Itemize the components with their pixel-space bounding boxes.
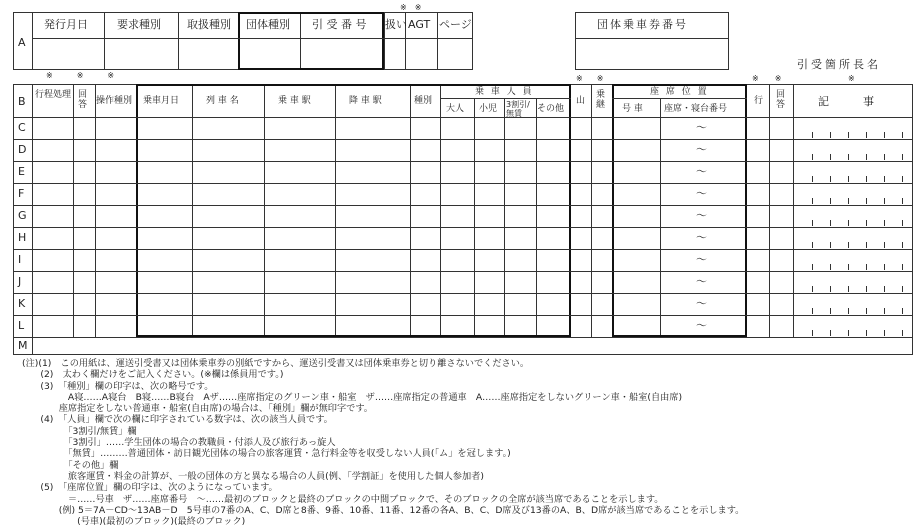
tick-mark <box>902 176 903 182</box>
col-yama: 山 <box>576 96 586 106</box>
note-line: (4) 「人員」欄で次の欄に印字されている数字は、次の該当人員です。 <box>22 414 333 426</box>
footnotes <box>22 358 922 527</box>
tick-mark <box>902 132 903 138</box>
tick-mark <box>902 220 903 226</box>
main-thick-box <box>136 84 571 337</box>
seat-tilde: ～ <box>696 319 707 332</box>
tick-mark <box>830 308 831 314</box>
header-handling: 扱い <box>385 18 407 31</box>
tick-mark <box>902 198 903 204</box>
marks-right: ※ ※ <box>752 74 786 83</box>
tick-mark <box>812 132 813 138</box>
col-board-station: 乗 車 駅 <box>278 96 311 106</box>
tick-mark <box>830 132 831 138</box>
tick-mark <box>848 220 849 226</box>
group-ticket-label: 団体乗車券番号 <box>597 18 688 31</box>
note-line: (例) 5＝7A－CD～13AB－D 5号車の7番のA、C、D席と8番、9番、10番、11番、12番の各A、B、C、D席及び13番のA、B、D席が該当席であることを示します。 <box>22 504 745 516</box>
tick-mark <box>902 308 903 314</box>
tick-mark <box>884 220 885 226</box>
note-line: (3) 「種別」欄の印字は、次の略号です。 <box>22 380 214 392</box>
tick-mark <box>812 242 813 248</box>
tick-mark <box>902 330 903 336</box>
col-passengers: 乗 車 人 員 <box>475 87 534 97</box>
tick-mark <box>848 330 849 336</box>
note-line: 「3割引/無賃」欄 <box>22 425 137 437</box>
tick-mark <box>812 308 813 314</box>
note-line: A寝……A寝台 B寝……B寝台 Aザ……座席指定のグリーン車・船室 ザ……座席指定の普通車 A……座席指定をしないグリーン車・船室(自由席) <box>22 391 683 403</box>
tick-mark <box>830 220 831 226</box>
seat-tilde: ～ <box>696 121 707 134</box>
row-label-e: E <box>18 165 25 178</box>
tick-mark <box>884 264 885 270</box>
row-label-g: G <box>18 209 27 222</box>
tick-mark <box>812 198 813 204</box>
col-notes: 記 事 <box>818 95 878 108</box>
note-line: 「3割引」……学生団体の場合の教職員・付添人及び旅行あっ旋人 <box>22 437 336 449</box>
note-line: (注)(1) この用紙は、運送引受書又は団体乗車券の別紙ですから、運送引受書又は団体乗車券と切り離さないでください。 <box>22 358 530 369</box>
tick-mark <box>866 286 867 292</box>
marks-far: ※ <box>848 74 855 83</box>
tick-mark <box>866 132 867 138</box>
note-line: 「無賃」………普通団体・訪日観光団体の場合の旅客運賃・急行料金等を収受しない人員(「ム」を冠します。) <box>22 448 511 460</box>
note-line: (5) 「座席位置」欄の印字は、次のようになっています。 <box>22 482 278 494</box>
tick-mark <box>866 308 867 314</box>
seat-tilde: ～ <box>696 275 707 288</box>
tick-mark <box>884 176 885 182</box>
col-other: その他 <box>537 104 565 114</box>
tick-mark <box>830 286 831 292</box>
tick-mark <box>812 286 813 292</box>
header-issue-date: 発行月日 <box>44 18 88 31</box>
row-label-h: H <box>18 231 27 244</box>
tick-mark <box>884 132 885 138</box>
col-discount: 3割引/無賃 <box>506 100 530 118</box>
tick-mark <box>884 154 885 160</box>
tick-mark <box>866 154 867 160</box>
tick-mark <box>884 308 885 314</box>
tick-mark <box>848 308 849 314</box>
top-marks: ※ ※ <box>400 3 422 12</box>
row-label-f: F <box>18 187 25 200</box>
col-seat-no: 座席・寝台番号 <box>664 104 728 114</box>
col-gyo: 行 <box>754 96 764 106</box>
tick-mark <box>830 264 831 270</box>
row-a-label: A <box>18 36 26 49</box>
marks-left: ※ ※ ※ <box>46 71 123 80</box>
tick-mark <box>866 242 867 248</box>
row-b-label: B <box>18 95 26 108</box>
col-op-type: 操作種別 <box>96 96 133 106</box>
tick-mark <box>848 154 849 160</box>
tick-mark <box>848 132 849 138</box>
tick-mark <box>902 286 903 292</box>
header-handling-type: 取扱種別 <box>187 18 231 31</box>
tick-mark <box>884 198 885 204</box>
seat-tilde: ～ <box>696 165 707 178</box>
seat-thick-box <box>612 84 747 337</box>
tick-mark <box>866 330 867 336</box>
tick-mark <box>884 286 885 292</box>
tick-mark <box>884 242 885 248</box>
tick-mark <box>848 286 849 292</box>
seat-tilde: ～ <box>696 143 707 156</box>
col-process: 行程処理 <box>35 90 72 100</box>
col-adult: 大人 <box>446 104 465 114</box>
seat-tilde: ～ <box>696 187 707 200</box>
header-group-type: 団体種別 <box>246 18 290 31</box>
tick-mark <box>812 330 813 336</box>
tick-mark <box>830 242 831 248</box>
tick-mark <box>866 264 867 270</box>
row-label-k: K <box>18 297 26 310</box>
tick-mark <box>830 176 831 182</box>
note-line: 座席指定をしない普通車・船室(自由席)の場合は、「種別」欄が無印字です。 <box>22 403 373 415</box>
seat-tilde: ～ <box>696 231 707 244</box>
col-child: 小児 <box>479 104 498 114</box>
tick-mark <box>902 264 903 270</box>
row-label-l: L <box>18 319 25 332</box>
col-board-date: 乗車月日 <box>143 96 180 106</box>
col-alight-station: 降 車 駅 <box>349 96 382 106</box>
seat-tilde: ～ <box>696 253 707 266</box>
tick-mark <box>866 176 867 182</box>
note-line: ＝……号車 ザ……座席番号 ～……最初のブロックと最終のブロックの中間ブロックで、そのブロックの全席が該当席であることを示します。 <box>22 493 664 505</box>
tick-mark <box>812 154 813 160</box>
row-label-i: I <box>18 253 22 266</box>
marks-mid: ※ ※ <box>576 74 607 83</box>
note-line: (号車)(最初のブロック)(最終のブロック) <box>22 516 246 527</box>
tick-mark <box>866 220 867 226</box>
col-car-no: 号 車 <box>622 104 643 114</box>
tick-mark <box>830 198 831 204</box>
header-request-type: 要求種別 <box>117 18 161 31</box>
tick-mark <box>848 198 849 204</box>
note-line: 「その他」欄 <box>22 459 119 471</box>
tick-mark <box>812 176 813 182</box>
tick-mark <box>884 330 885 336</box>
tick-mark <box>866 198 867 204</box>
tick-mark <box>902 242 903 248</box>
row-label-j: J <box>18 275 22 288</box>
seat-tilde: ～ <box>696 297 707 310</box>
header-page: ページ <box>439 18 472 31</box>
seat-tilde: ～ <box>696 209 707 222</box>
header-accept-number: 引 受 番 号 <box>312 18 367 31</box>
row-label-d: D <box>18 143 27 156</box>
col-train-name: 列 車 名 <box>206 96 239 106</box>
col-seat-pos: 座 席 位 置 <box>650 87 709 97</box>
row-label-c: C <box>18 121 26 134</box>
header-agt: AGT <box>408 18 431 31</box>
col-class-type: 種別 <box>414 96 433 106</box>
tick-mark <box>812 220 813 226</box>
note-line: 旅客運賃・料金の計算が、一般の団体の方と異なる場合の人員(例、「学割証」を使用した個人参加者) <box>22 470 484 482</box>
tick-mark <box>830 330 831 336</box>
office-name-label: 引受箇所長名 <box>797 58 881 71</box>
tick-mark <box>848 242 849 248</box>
tick-mark <box>848 264 849 270</box>
col-kaito: 回答 <box>776 90 786 110</box>
note-line: (2) 太わく欄だけをご記入ください。(※欄は係員用です。) <box>22 369 284 381</box>
col-transfer: 乗継 <box>596 90 606 110</box>
col-kai: 回答 <box>78 90 88 110</box>
tick-mark <box>830 154 831 160</box>
tick-mark <box>812 264 813 270</box>
tick-mark <box>848 176 849 182</box>
tick-mark <box>902 154 903 160</box>
row-label-m: M <box>18 339 28 352</box>
